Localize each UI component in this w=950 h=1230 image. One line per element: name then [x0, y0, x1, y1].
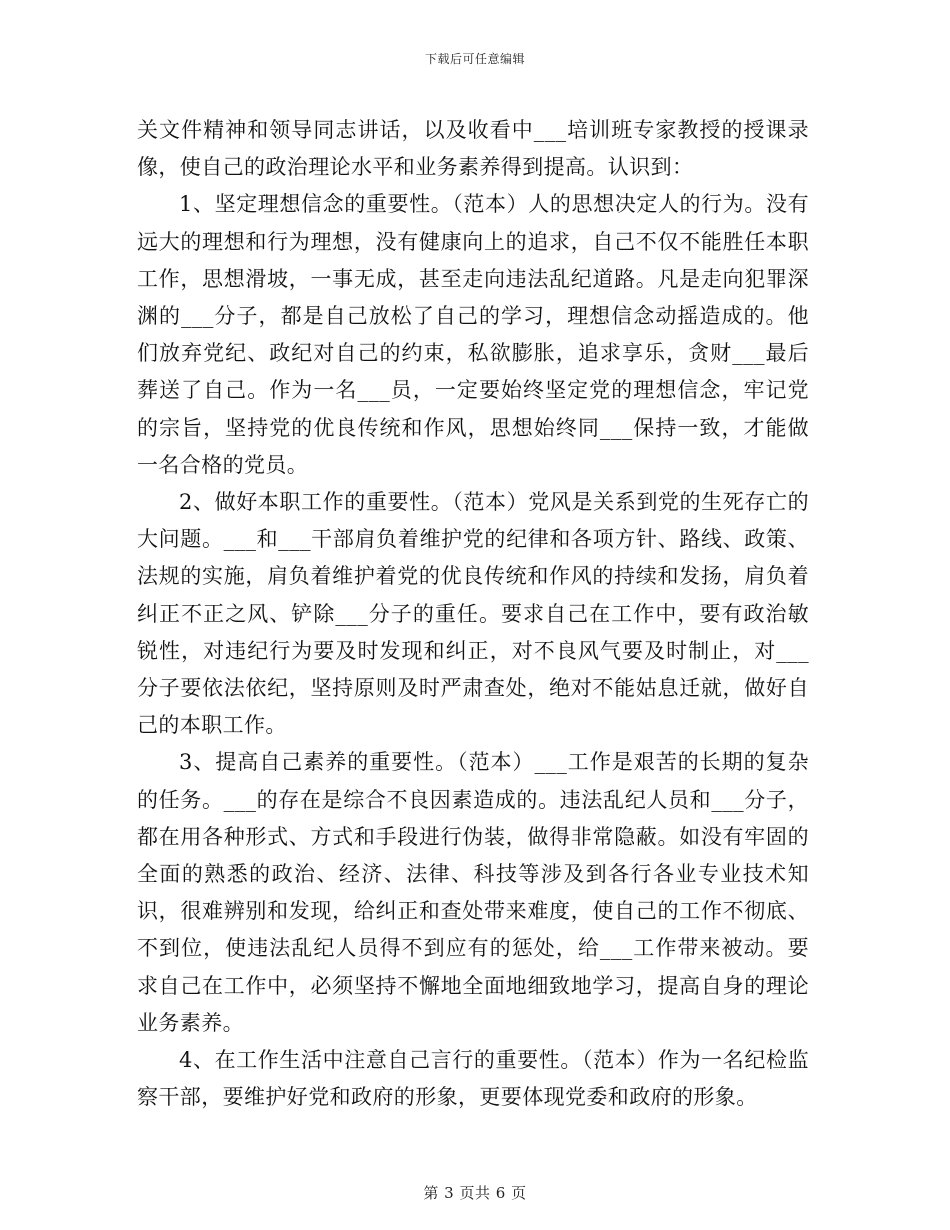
- paragraph-ideals: 1、坚定理想信念的重要性。（范本）人的思想决定人的行为。没有远大的理想和行为理想，没有健康向上的追求，自己不仅不能胜任本职工作，思想滑坡，一事无成，甚至走向违法乱纪道路。凡是走向犯罪深渊的___分子，都是自己放松了自己的学习，理想信念动摇造成的。他们放弃党纪、政纪对自己的约束，私欲膨胀，追求享乐，贪财___最后葬送了自己。作为一名___员，一定要始终坚定党的理想信念，牢记党的宗旨，坚持党的优良传统和作风，思想始终同___保持一致，才能做一名合格的党员。: [137, 192, 809, 477]
- paragraph-quality: 3、提高自己素养的重要性。（范本）___工作是艰苦的长期的复杂的任务。___的存在是综合不良因素造成的。违法乱纪人员和___分子，都在用各种形式、方式和手段进行伪装，做得非常隐蔽。如没有牢固的全面的熟悉的政治、经济、法律、科技等涉及到各行各业专业技术知识，很难辨别和发现，给纠正和查处带来难度，使自己的工作不彻底、不到位，使违法乱纪人员得不到应有的惩处，给___工作带来被动。要求自己在工作中，必须坚持不懈地全面地细致地学习，提高自身的理论业务素养。: [137, 750, 809, 1035]
- page-footer: 第 3 页共 6 页: [423, 1184, 527, 1202]
- document-body: [137, 112, 809, 1116]
- paragraph-conduct: 4、在工作生活中注意自己言行的重要性。（范本）作为一名纪检监察干部，要维护好党和政府的形象，更要体现党委和政府的形象。: [137, 1048, 809, 1110]
- page-header: 下载后可任意编辑: [424, 52, 525, 66]
- paragraph-duty: 2、做好本职工作的重要性。（范本）党风是关系到党的生死存亡的大问题。___和___干部肩负着维护党的纪律和各项方针、路线、政策、法规的实施，肩负着维护着党的优良传统和作风的持续和发扬，肩负着纠正不正之风、铲除___分子的重任。要求自己在工作中，要有政治敏锐性，对违纪行为要及时发现和纠正，对不良风气要及时制止，对___分子要依法依纪，坚持原则及时严肃查处，绝对不能姑息迁就，做好自己的本职工作。: [137, 490, 809, 738]
- paragraph-continuation: 关文件精神和领导同志讲话，以及收看中___培训班专家教授的授课录像，使自己的政治理论水平和业务素养得到提高。认识到：: [137, 118, 809, 180]
